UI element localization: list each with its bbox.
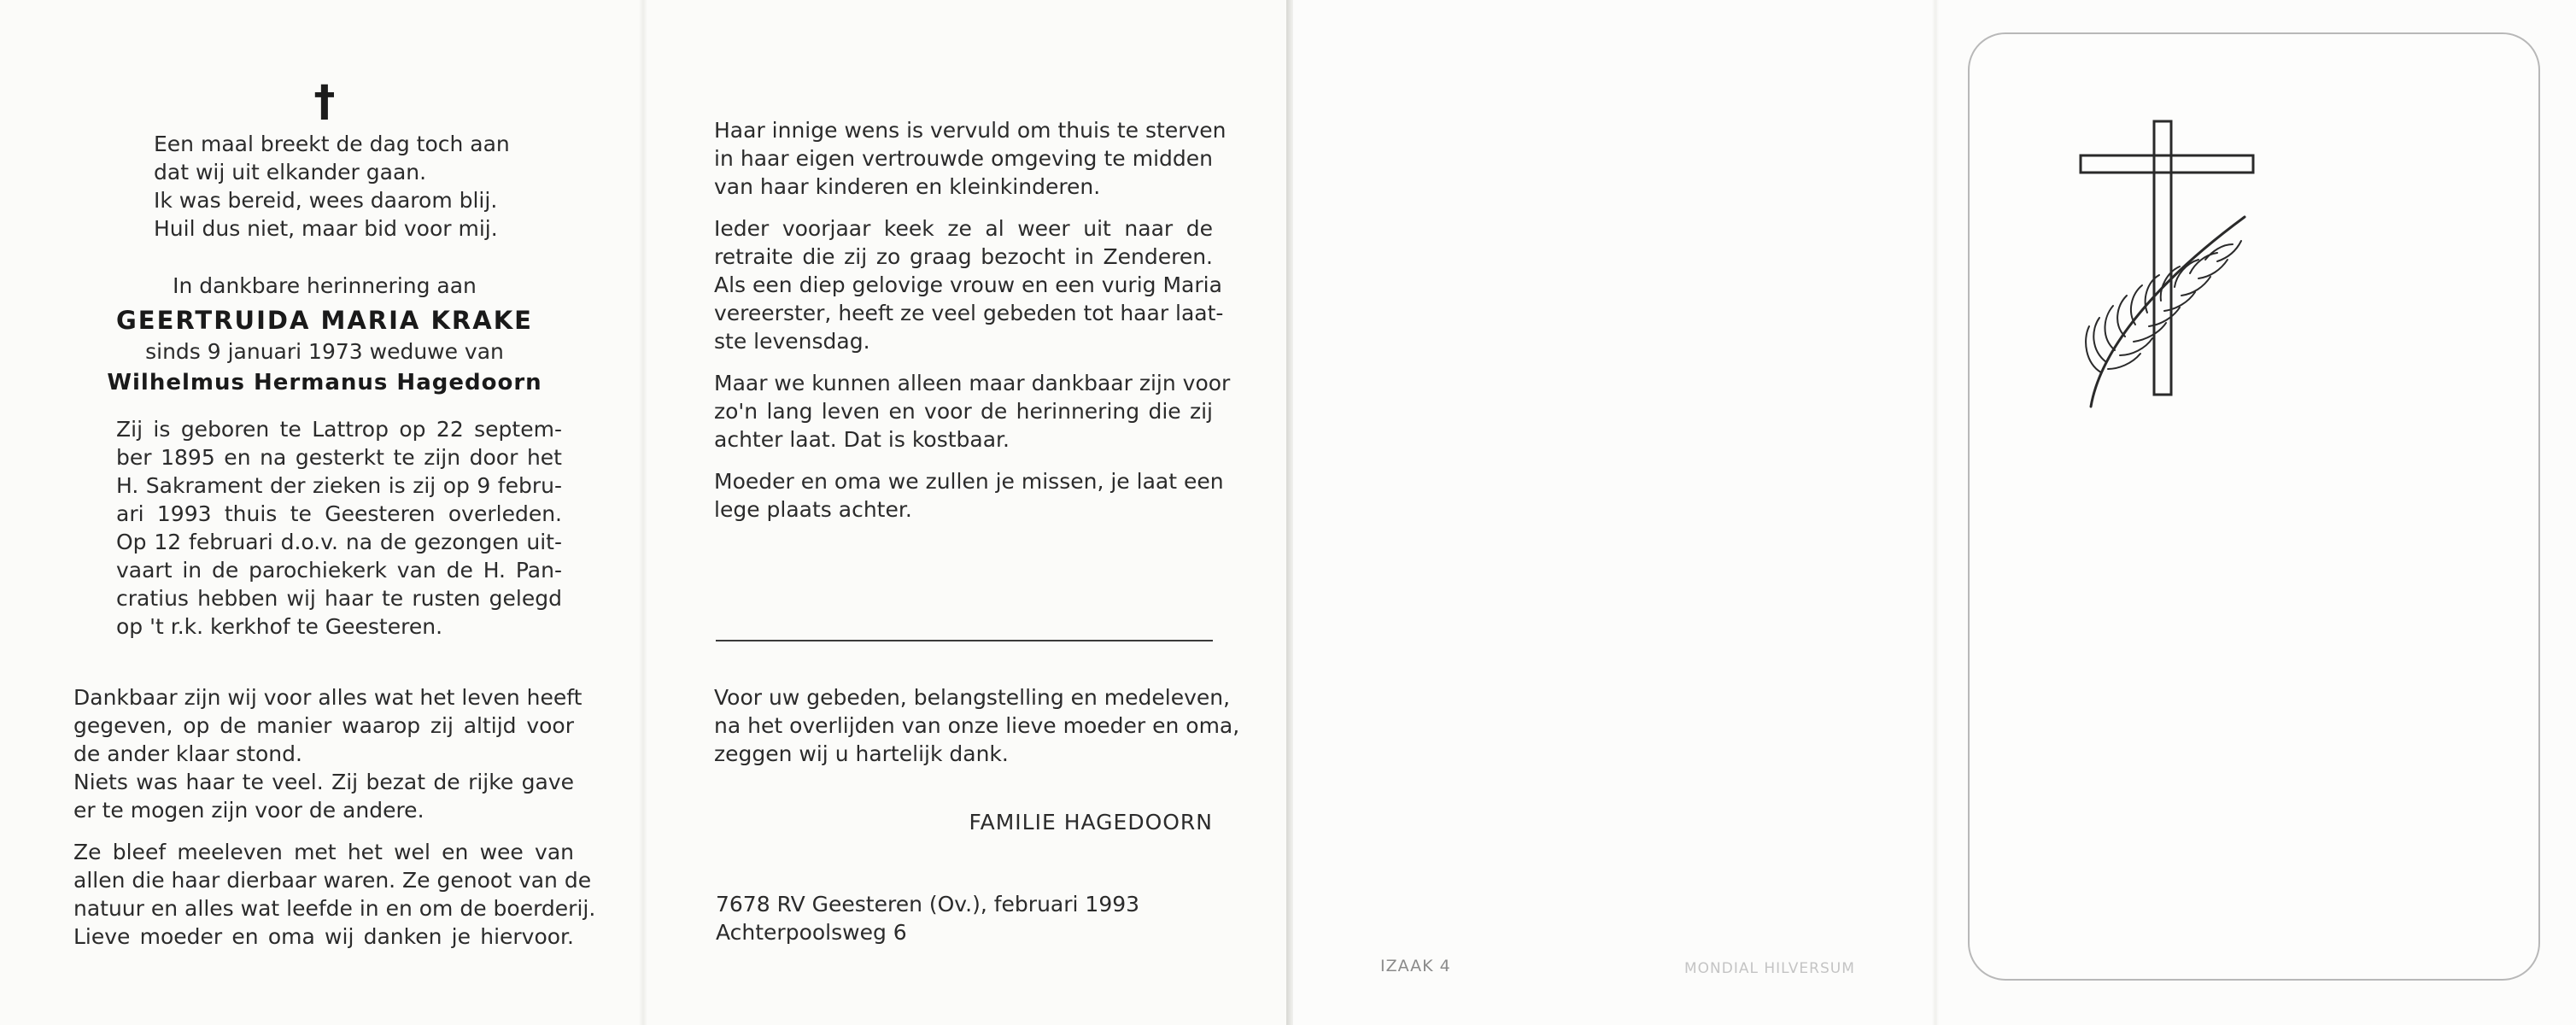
text-line: gegeven, op de manier waarop zij altijd voor [73,713,574,738]
cross-icon [2081,121,2253,395]
text-line: er te mogen zijn voor de andere. [73,798,424,823]
center-fold [639,0,647,1025]
deceased-name: GEERTRUIDA MARIA KRAKE [115,306,533,335]
text-line: Ze bleef meeleven met het wel en wee van [73,840,574,864]
left-panel [73,77,576,641]
bio-line: H. Sakrament der zieken is zij op 9 febru- [116,473,562,498]
missed-paragraph [714,467,1224,524]
text-line: Maar we kunnen alleen maar dankbaar zijn voor [714,371,1231,395]
sheet-gap [1286,0,1293,1025]
shared-life-paragraph [73,838,596,951]
outer-fold [1932,0,1939,1025]
text-line: in haar eigen vertrouwde omgeving te midden [714,146,1213,171]
bio-line: Zij is geboren te Lattrop op 22 septem- [116,417,562,442]
text-line: Haar innige wens is vervuld om thuis te sterven [714,118,1227,143]
poem-line: dat wij uit elkander gaan. [154,160,427,184]
text-line: na het overlijden van onze lieve moeder en oma, [714,713,1240,738]
text-line: Moeder en oma we zullen je missen, je laat een [714,469,1224,494]
text-line: zo'n lang leven en voor de herinnering die zij [714,399,1213,424]
memory-intro: In dankbare herinnering aan [173,273,477,298]
left-panel-lower [73,683,596,964]
biography [116,415,562,641]
text-line: de ander klaar stond. [73,741,302,766]
widow-line: sinds 9 januari 1973 weduwe van [145,339,504,364]
nothing-too-much-paragraph [73,768,574,824]
palm-branch-icon [2086,217,2245,407]
text-line: Dankbaar zijn wij voor alles wat het leven heeft [73,685,583,710]
gratitude-paragraph [73,683,583,768]
publisher-imprint: MONDIAL HILVERSUM [1684,960,1855,977]
text-line: Ieder voorjaar keek ze al weer uit naar de [714,216,1213,241]
text-line: ste levensdag. [714,329,870,354]
text-line: lege plaats achter. [714,497,912,522]
text-line: Lieve moeder en oma wij danken je hiervoor. [73,924,574,949]
text-line: vereerster, heeft ze veel gebeden tot haar laat- [714,301,1224,325]
address-line: 7678 RV Geesteren (Ov.), februari 1993 [716,892,1140,917]
bio-line: cratius hebben wij haar te rusten gelegd [116,586,562,611]
cross-icon: † [313,76,336,126]
poem-line: Huil dus niet, maar bid voor mij. [154,216,498,241]
text-line: Voor uw gebeden, belangstelling en medeleven, [714,685,1231,710]
bio-line: Op 12 februari d.o.v. na de gezongen uit- [116,530,562,554]
bio-line: vaart in de parochiekerk van de H. Pan- [116,558,562,583]
divider [716,640,1213,641]
bio-line: ber 1895 en na gesterkt te zijn door het [116,445,562,470]
text-line: van haar kinderen en kleinkinderen. [714,174,1101,199]
text-line: zeggen wij u hartelijk dank. [714,741,1009,766]
family-signature: FAMILIE HAGEDOORN [969,810,1213,835]
text-line: natuur en alles wat leefde in en om de boerderij. [73,896,596,921]
printer-code: IZAAK 4 [1380,957,1451,975]
poem [154,130,521,243]
text-line: Als een diep gelovige vrouw en een vurig Maria [714,272,1222,297]
poem-line: Een maal breekt de dag toch aan [154,132,510,156]
long-life-paragraph [714,369,1231,454]
poem-line: Ik was bereid, wees daarom blij. [154,188,498,213]
text-line: allen die haar dierbaar waren. Ze genoot van de [73,868,592,893]
address [716,890,1215,946]
cross-with-palm-icon [2067,116,2272,415]
thanks-paragraph [714,683,1240,768]
retreat-paragraph [714,214,1224,355]
bio-line: op 't r.k. kerkhof te Geesteren. [116,614,443,639]
text-line: achter laat. Dat is kostbaar. [714,427,1010,452]
wish-paragraph [714,116,1227,201]
bio-line: ari 1993 thuis te Geesteren overleden. [116,501,562,526]
address-line: Achterpoolsweg 6 [716,920,907,945]
husband-name: Wilhelmus Hermanus Hagedoorn [107,370,542,395]
text-line: retraite die zij zo graag bezocht in Zenderen. [714,244,1213,269]
text-line: Niets was haar te veel. Zij bezat de rijke gave [73,770,574,794]
middle-panel [714,116,1231,537]
